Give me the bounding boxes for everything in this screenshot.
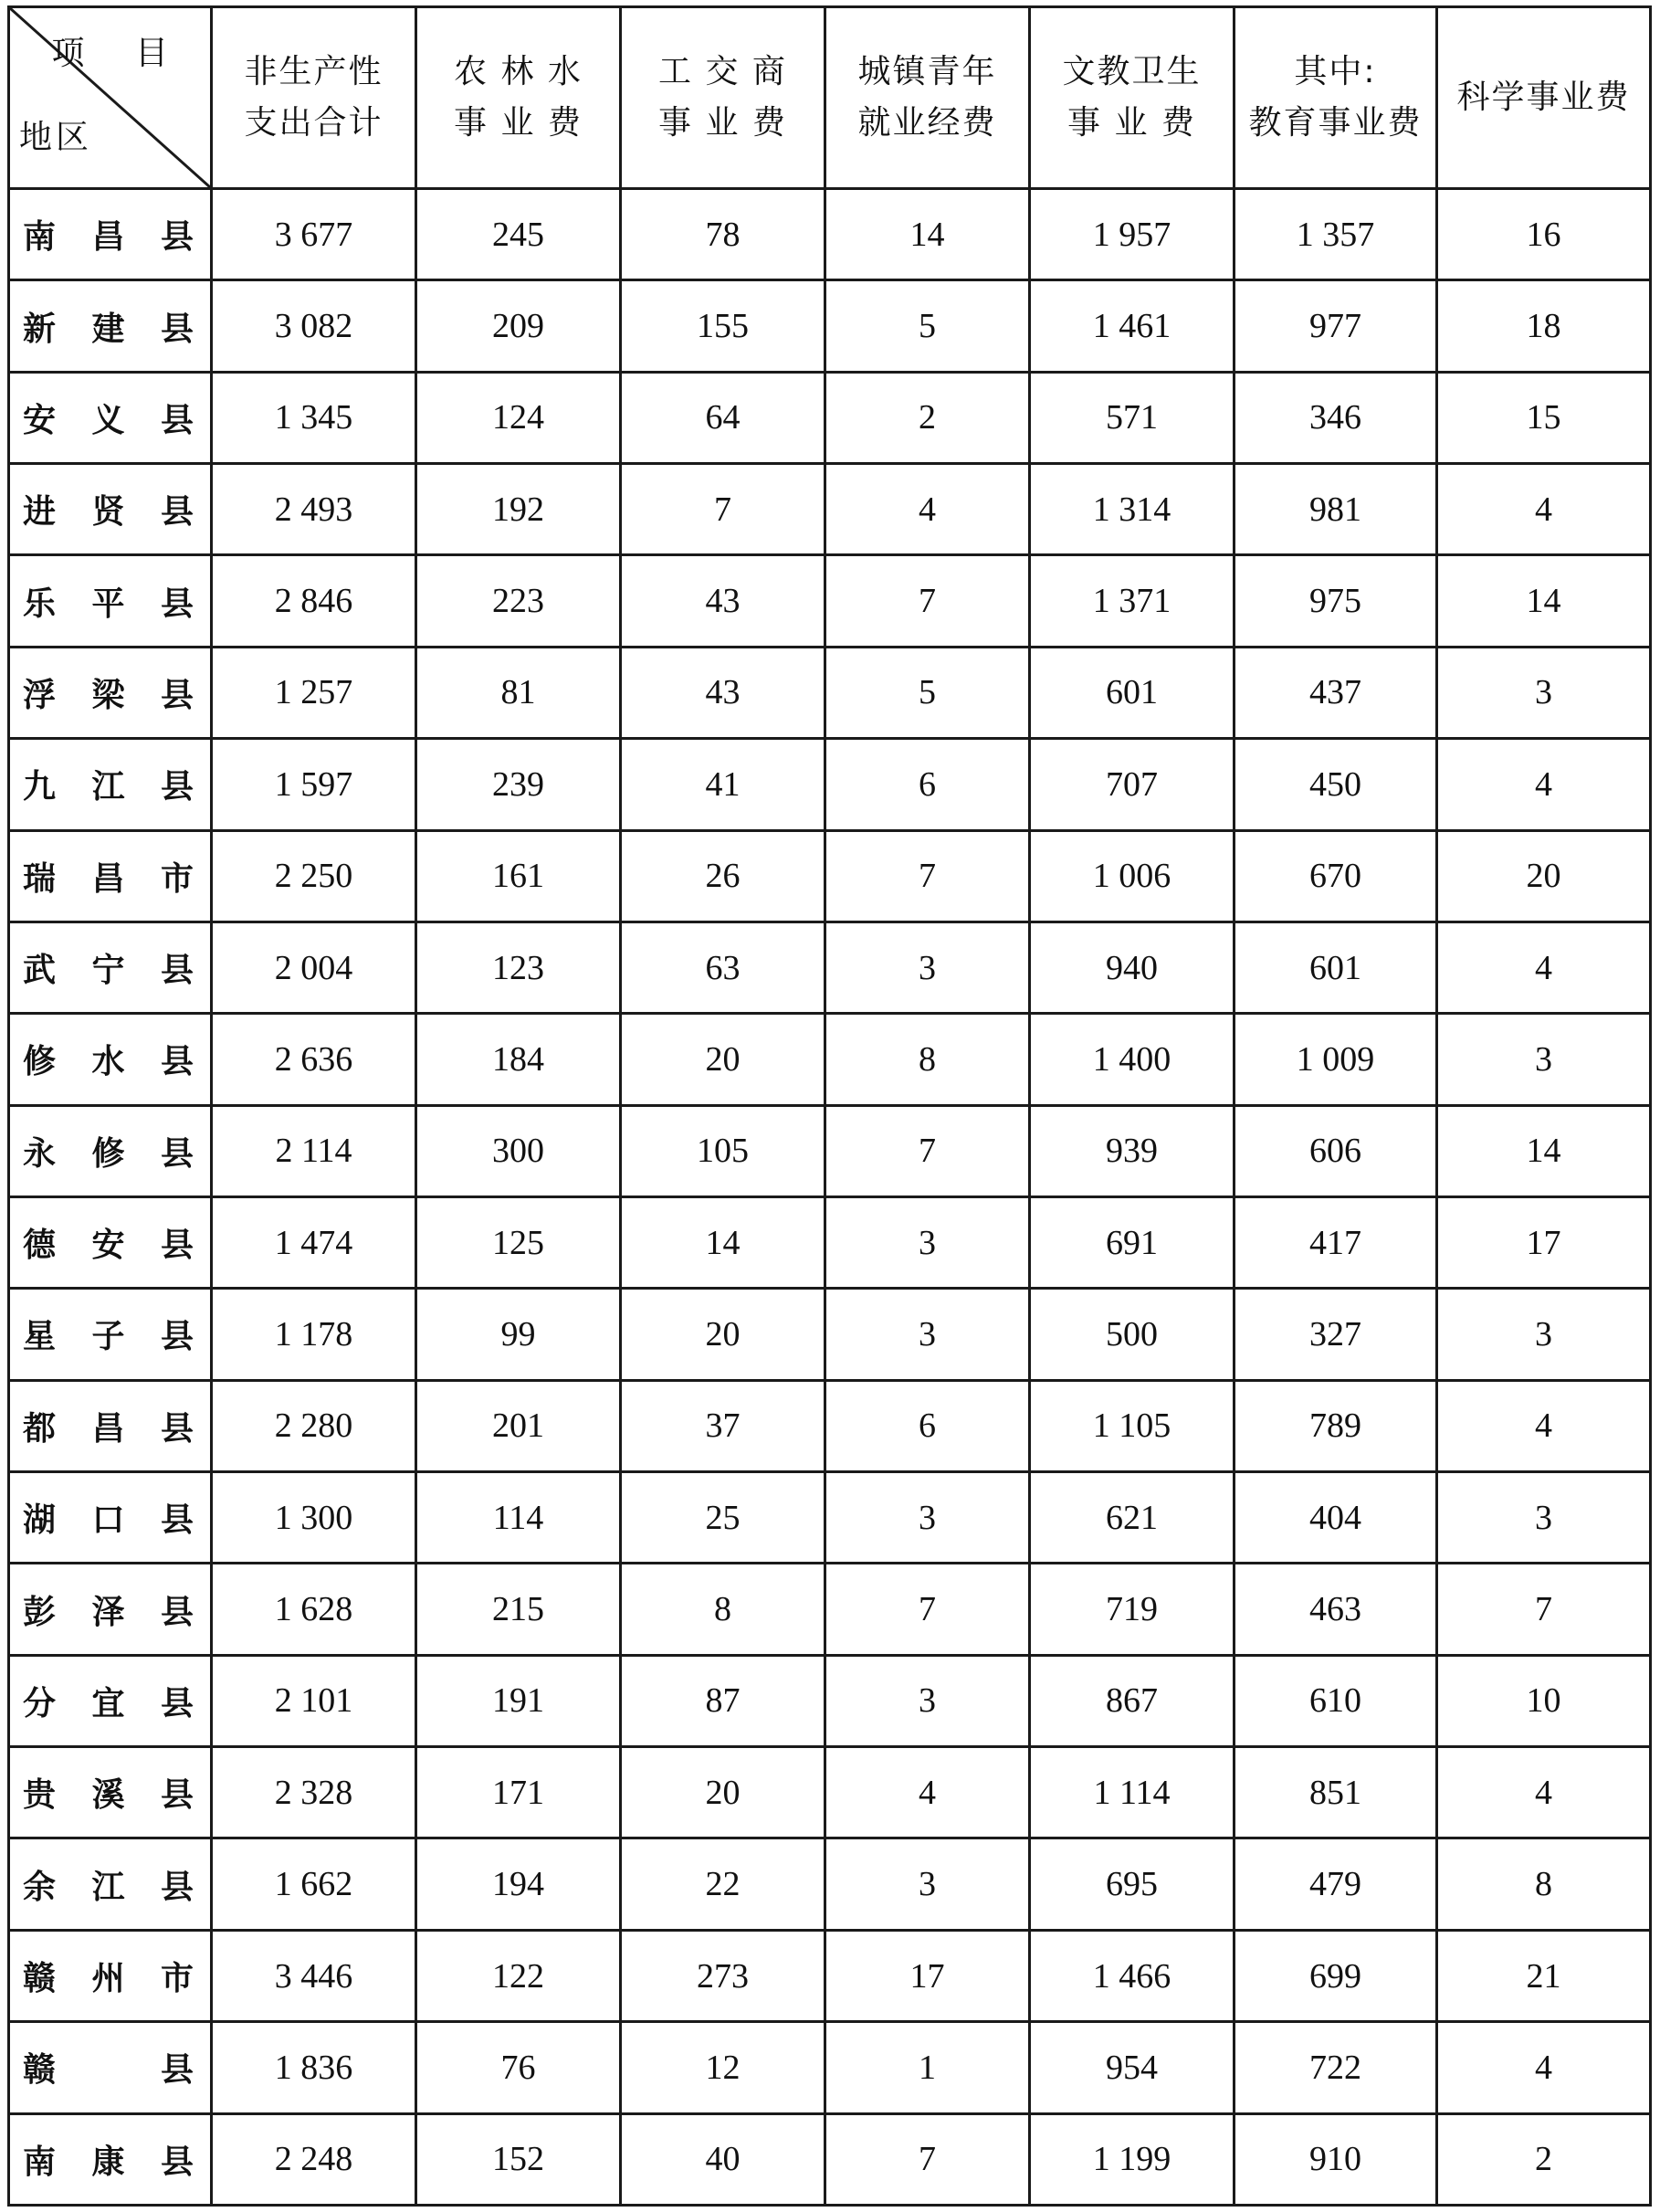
value-cell: 4 [1437,464,1651,555]
region-cell: 修 水 县 [9,1014,212,1105]
value-cell: 1 957 [1030,189,1234,280]
region-cell: 新 建 县 [9,280,212,372]
region-cell: 武 宁 县 [9,922,212,1013]
value-cell: 2 493 [212,464,416,555]
value-cell: 939 [1030,1105,1234,1196]
value-cell: 1 105 [1030,1380,1234,1471]
value-cell: 981 [1234,464,1437,555]
value-cell: 3 [825,1655,1030,1746]
value-cell: 4 [1437,1747,1651,1838]
value-cell: 194 [416,1838,621,1930]
value-cell: 4 [825,464,1030,555]
value-cell: 10 [1437,1655,1651,1746]
value-cell: 4 [825,1747,1030,1838]
value-cell: 1 006 [1030,830,1234,922]
value-cell: 1 178 [212,1289,416,1380]
value-cell: 2 328 [212,1747,416,1838]
value-cell: 4 [1437,2022,1651,2113]
region-cell: 九 江 县 [9,739,212,830]
value-cell: 18 [1437,280,1651,372]
value-cell: 26 [621,830,825,922]
value-cell: 16 [1437,189,1651,280]
value-cell: 1 [825,2022,1030,2113]
column-header-text: 农 林 水 事 业 费 [454,53,583,142]
table-row [9,464,1651,555]
value-cell: 20 [1437,830,1651,922]
value-cell: 707 [1030,739,1234,830]
value-cell: 14 [825,189,1030,280]
value-cell: 20 [621,1289,825,1380]
value-cell: 1 371 [1030,555,1234,647]
value-cell: 7 [825,830,1030,922]
value-cell: 239 [416,739,621,830]
table-row [9,555,1651,647]
value-cell: 6 [825,739,1030,830]
corner-region-label: 地区 [19,119,93,156]
value-cell: 1 597 [212,739,416,830]
value-cell: 7 [825,555,1030,647]
value-cell: 610 [1234,1655,1437,1746]
value-cell: 81 [416,647,621,738]
column-header [825,7,1030,189]
region-cell: 瑞 昌 市 [9,830,212,922]
value-cell: 87 [621,1655,825,1746]
value-cell: 3 [825,922,1030,1013]
value-cell: 8 [825,1014,1030,1105]
value-cell: 2 004 [212,922,416,1013]
value-cell: 7 [825,1105,1030,1196]
region-cell: 彭 泽 县 [9,1564,212,1655]
value-cell: 1 836 [212,2022,416,2113]
column-header [621,7,825,189]
value-cell: 4 [1437,1380,1651,1471]
value-cell: 201 [416,1380,621,1471]
value-cell: 76 [416,2022,621,2113]
value-cell: 450 [1234,739,1437,830]
table-row [9,647,1651,738]
table-row [9,1289,1651,1380]
value-cell: 975 [1234,555,1437,647]
value-cell: 105 [621,1105,825,1196]
table-row [9,1105,1651,1196]
value-cell: 209 [416,280,621,372]
table-row [9,1472,1651,1564]
table-row [9,1930,1651,2021]
value-cell: 7 [1437,1564,1651,1655]
value-cell: 4 [1437,739,1651,830]
column-header-text: 科学事业费 [1456,79,1631,116]
value-cell: 40 [621,2113,825,2205]
region-cell: 都 昌 县 [9,1380,212,1471]
column-header [1030,7,1234,189]
value-cell: 2 250 [212,830,416,922]
value-cell: 2 280 [212,1380,416,1471]
region-cell: 赣 州 市 [9,1930,212,2021]
table-row [9,1380,1651,1471]
value-cell: 940 [1030,922,1234,1013]
table-row [9,189,1651,280]
value-cell: 7 [825,2113,1030,2205]
table-row [9,2022,1651,2113]
value-cell: 1 257 [212,647,416,738]
table-row [9,1747,1651,1838]
value-cell: 124 [416,372,621,463]
value-cell: 479 [1234,1838,1437,1930]
column-header-text: 其中: 教育事业费 [1248,53,1423,142]
value-cell: 3 677 [212,189,416,280]
region-cell: 贵 溪 县 [9,1747,212,1838]
region-cell: 星 子 县 [9,1289,212,1380]
value-cell: 41 [621,739,825,830]
value-cell: 1 461 [1030,280,1234,372]
region-cell: 赣 县 [9,2022,212,2113]
expenditure-table [7,5,1652,2207]
corner-header-cell [9,7,212,189]
column-header [416,7,621,189]
table-row [9,922,1651,1013]
region-cell: 进 贤 县 [9,464,212,555]
value-cell: 789 [1234,1380,1437,1471]
value-cell: 3 082 [212,280,416,372]
value-cell: 3 446 [212,1930,416,2021]
region-cell: 南 昌 县 [9,189,212,280]
table-row [9,372,1651,463]
value-cell: 22 [621,1838,825,1930]
column-header [212,7,416,189]
value-cell: 8 [1437,1838,1651,1930]
value-cell: 114 [416,1472,621,1564]
value-cell: 14 [1437,555,1651,647]
value-cell: 63 [621,922,825,1013]
value-cell: 2 636 [212,1014,416,1105]
column-header-text: 城镇青年 就业经费 [857,53,997,142]
value-cell: 245 [416,189,621,280]
value-cell: 64 [621,372,825,463]
value-cell: 25 [621,1472,825,1564]
value-cell: 910 [1234,2113,1437,2205]
value-cell: 404 [1234,1472,1437,1564]
column-header [1234,7,1437,189]
value-cell: 1 662 [212,1838,416,1930]
value-cell: 1 300 [212,1472,416,1564]
value-cell: 3 [1437,1472,1651,1564]
value-cell: 3 [825,1289,1030,1380]
table-row [9,1564,1651,1655]
value-cell: 37 [621,1380,825,1471]
value-cell: 1 345 [212,372,416,463]
value-cell: 463 [1234,1564,1437,1655]
column-header-text: 文教卫生 事 业 费 [1062,53,1202,142]
value-cell: 78 [621,189,825,280]
value-cell: 2 [1437,2113,1651,2205]
value-cell: 43 [621,647,825,738]
value-cell: 14 [1437,1105,1651,1196]
table-row [9,280,1651,372]
value-cell: 1 199 [1030,2113,1234,2205]
value-cell: 300 [416,1105,621,1196]
value-cell: 4 [1437,922,1651,1013]
value-cell: 184 [416,1014,621,1105]
value-cell: 954 [1030,2022,1234,2113]
value-cell: 1 466 [1030,1930,1234,2021]
header-row [9,7,1651,189]
value-cell: 152 [416,2113,621,2205]
value-cell: 6 [825,1380,1030,1471]
value-cell: 15 [1437,372,1651,463]
value-cell: 17 [1437,1196,1651,1288]
value-cell: 192 [416,464,621,555]
value-cell: 191 [416,1655,621,1746]
value-cell: 215 [416,1564,621,1655]
value-cell: 1 114 [1030,1747,1234,1838]
table-row [9,1196,1651,1288]
value-cell: 327 [1234,1289,1437,1380]
value-cell: 3 [825,1838,1030,1930]
value-cell: 273 [621,1930,825,2021]
value-cell: 3 [825,1196,1030,1288]
value-cell: 571 [1030,372,1234,463]
value-cell: 21 [1437,1930,1651,2021]
expenditure-table-container [7,5,1649,2207]
column-header [1437,7,1651,189]
region-cell: 德 安 县 [9,1196,212,1288]
value-cell: 20 [621,1747,825,1838]
value-cell: 601 [1030,647,1234,738]
column-header-text: 工 交 商 事 业 费 [658,53,787,142]
value-cell: 851 [1234,1747,1437,1838]
column-header-text: 非生产性 支出合计 [244,53,383,142]
value-cell: 123 [416,922,621,1013]
region-cell: 浮 梁 县 [9,647,212,738]
value-cell: 621 [1030,1472,1234,1564]
value-cell: 2 [825,372,1030,463]
value-cell: 3 [1437,1014,1651,1105]
region-cell: 湖 口 县 [9,1472,212,1564]
value-cell: 12 [621,2022,825,2113]
value-cell: 20 [621,1014,825,1105]
value-cell: 670 [1234,830,1437,922]
value-cell: 2 114 [212,1105,416,1196]
value-cell: 161 [416,830,621,922]
value-cell: 346 [1234,372,1437,463]
value-cell: 719 [1030,1564,1234,1655]
table-row [9,1655,1651,1746]
value-cell: 3 [825,1472,1030,1564]
value-cell: 2 101 [212,1655,416,1746]
value-cell: 695 [1030,1838,1234,1930]
value-cell: 5 [825,280,1030,372]
value-cell: 699 [1234,1930,1437,2021]
region-cell: 分 宜 县 [9,1655,212,1746]
value-cell: 3 [1437,1289,1651,1380]
value-cell: 7 [825,1564,1030,1655]
value-cell: 223 [416,555,621,647]
value-cell: 1 357 [1234,189,1437,280]
table-row [9,830,1651,922]
value-cell: 125 [416,1196,621,1288]
table-row [9,739,1651,830]
table-body [9,189,1651,2206]
value-cell: 867 [1030,1655,1234,1746]
value-cell: 43 [621,555,825,647]
region-cell: 安 义 县 [9,372,212,463]
value-cell: 722 [1234,2022,1437,2113]
value-cell: 14 [621,1196,825,1288]
value-cell: 3 [1437,647,1651,738]
table-row [9,1838,1651,1930]
table-row [9,2113,1651,2205]
value-cell: 1 314 [1030,464,1234,555]
value-cell: 1 009 [1234,1014,1437,1105]
value-cell: 691 [1030,1196,1234,1288]
corner-item-label: 项 目 [51,35,188,72]
value-cell: 1 628 [212,1564,416,1655]
value-cell: 171 [416,1747,621,1838]
value-cell: 2 846 [212,555,416,647]
value-cell: 7 [621,464,825,555]
value-cell: 977 [1234,280,1437,372]
value-cell: 417 [1234,1196,1437,1288]
value-cell: 601 [1234,922,1437,1013]
value-cell: 99 [416,1289,621,1380]
region-cell: 南 康 县 [9,2113,212,2205]
table-row [9,1014,1651,1105]
value-cell: 155 [621,280,825,372]
value-cell: 437 [1234,647,1437,738]
region-cell: 永 修 县 [9,1105,212,1196]
value-cell: 1 400 [1030,1014,1234,1105]
value-cell: 17 [825,1930,1030,2021]
value-cell: 5 [825,647,1030,738]
value-cell: 1 474 [212,1196,416,1288]
value-cell: 2 248 [212,2113,416,2205]
value-cell: 500 [1030,1289,1234,1380]
value-cell: 606 [1234,1105,1437,1196]
value-cell: 122 [416,1930,621,2021]
region-cell: 余 江 县 [9,1838,212,1930]
region-cell: 乐 平 县 [9,555,212,647]
value-cell: 8 [621,1564,825,1655]
